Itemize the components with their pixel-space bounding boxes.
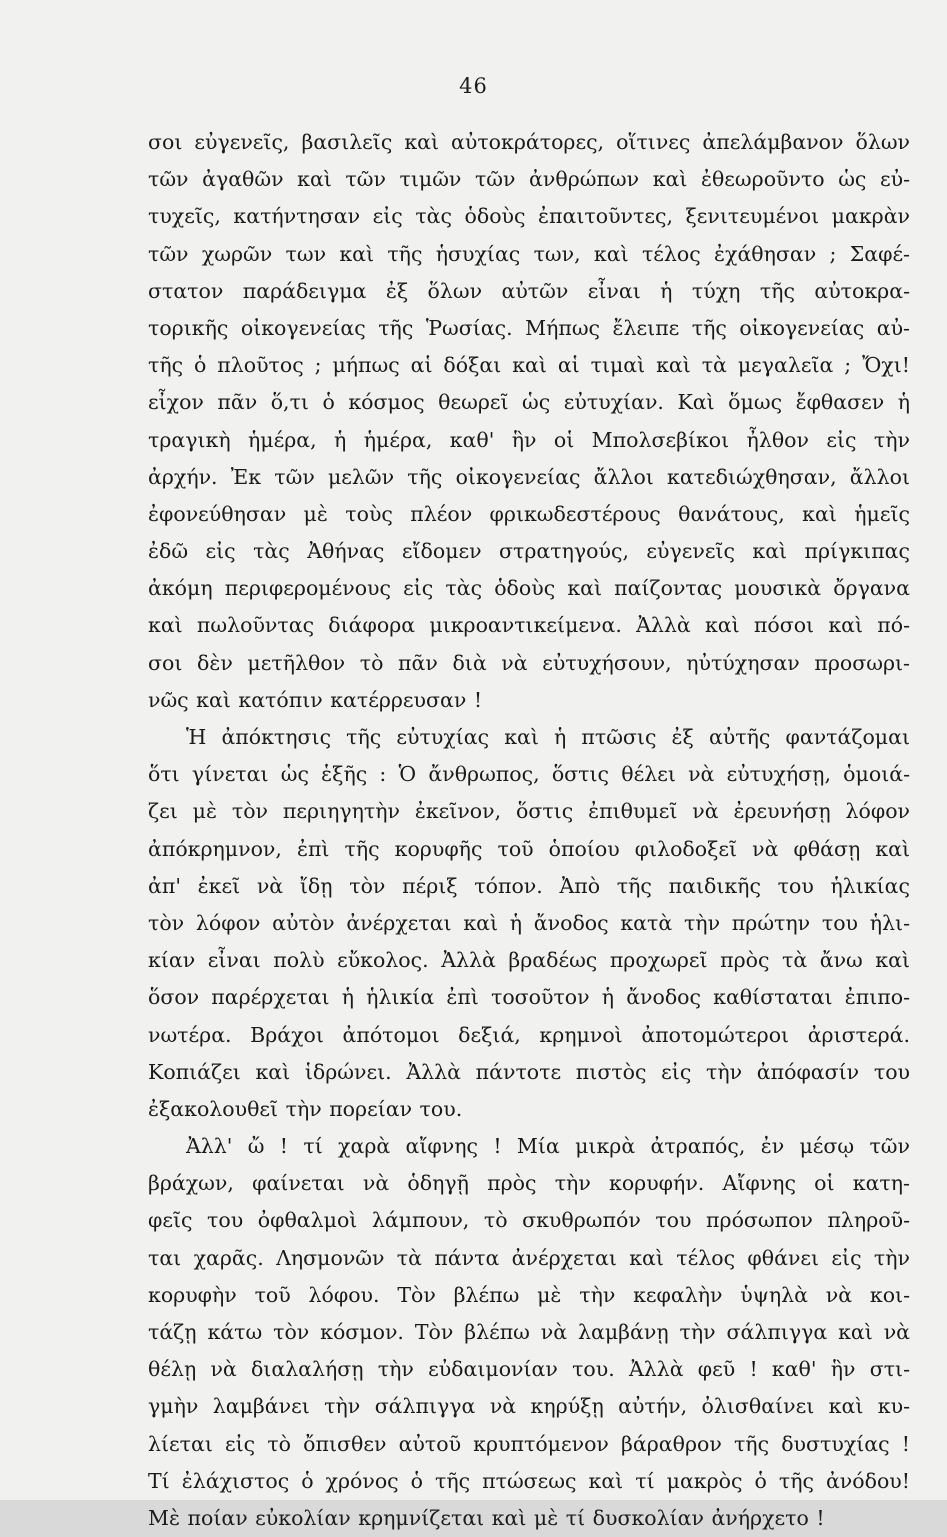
paragraph-start-line: Ἀλλ' ὤ ! τί χαρὰ αἴφνης ! Μία μικρὰ ἀτραπός, ἐν μέσῳ τῶν xyxy=(186,1134,910,1159)
text-line: κορυφὴν τοῦ λόφου. Τὸν βλέπω μὲ τὴν κεφαλὴν ὑψηλὰ νὰ κοι- xyxy=(148,1282,910,1307)
text-line: γμὴν λαμβάνει τὴν σάλπιγγα νὰ κηρύξῃ αὐτήν, ὀλισθαίνει καὶ κυ- xyxy=(148,1394,910,1419)
text-line: τυχεῖς, κατήντησαν εἰς τὰς ὁδοὺς ἐπαιτοῦντες, ξενιτευμένοι μακρὰν xyxy=(148,204,910,229)
text-line: τάζῃ κάτω τὸν κόσμον. Τὸν βλέπω νὰ λαμβάνῃ τὴν σάλπιγγα καὶ νὰ xyxy=(148,1320,910,1344)
paragraph-end-line: νῶς καὶ κατόπιν κατέρρευσαν ! xyxy=(148,687,483,712)
text-line: ὅτι γίνεται ὡς ἑξῆς : Ὁ ἄνθρωπος, ὅστις θέλει νὰ εὐτυχήσῃ, ὁμοιά- xyxy=(148,762,910,787)
paragraph-start-line: Ἡ ἀπόκτησις τῆς εὐτυχίας καὶ ἡ πτῶσις ἐξ αὐτῆς φαντάζομαι xyxy=(186,725,910,749)
body-text xyxy=(148,124,910,1537)
text-line: ἐδῶ εἰς τὰς Ἀθήνας εἴδομεν στρατηγούς, εὐγενεῖς καὶ πρίγκιπας xyxy=(148,539,910,564)
text-line: ἀπ' ἐκεῖ νὰ ἴδῃ τὸν πέριξ τόπον. Ἀπὸ τῆς παιδικῆς του ἡλικίας xyxy=(148,873,910,898)
text-line: νωτέρα. Βράχοι ἀπότομοι δεξιά, κρημνοὶ ἀποτομώτεροι ἀριστερά. xyxy=(148,1022,910,1047)
page-number: 46 xyxy=(459,74,488,98)
text-line: τορικῆς οἰκογενείας τῆς Ῥωσίας. Μήπως ἔλειπε τῆς οἰκογενείας αὐ- xyxy=(148,315,910,340)
text-line: Τί ἐλάχιστος ὁ χρόνος ὁ τῆς πτώσεως καὶ τί μακρὸς ὁ τῆς ἀνόδου! xyxy=(148,1468,910,1493)
text-line: καὶ πωλοῦντας διάφορα μικροαντικείμενα. Ἀλλὰ καὶ πόσοι καὶ πό- xyxy=(148,613,910,638)
text-line: τραγικὴ ἡμέρα, ἡ ἡμέρα, καθ' ἣν οἱ Μπολσεβίκοι ἦλθον εἰς τὴν xyxy=(148,427,910,452)
text-line: τῶν χωρῶν των καὶ τῆς ἡσυχίας των, καὶ τέλος ἐχάθησαν ; Σαφέ- xyxy=(148,241,910,266)
text-line: λίεται εἰς τὸ ὄπισθεν αὐτοῦ κρυπτόμενον βάραθρον τῆς δυστυχίας ! xyxy=(148,1431,910,1456)
text-line: ται χαρᾶς. Λησμονῶν τὰ πάντα ἀνέρχεται καὶ τέλος φθάνει εἰς τὴν xyxy=(148,1245,910,1270)
text-line: φεῖς του ὀφθαλμοὶ λάμπουν, τὸ σκυθρωπόν του πρόσωπον πληροῦ- xyxy=(148,1208,910,1233)
text-line: σοι δὲν μετῆλθον τὸ πᾶν διὰ νὰ εὐτυχήσουν, ηὐτύχησαν προσωρι- xyxy=(148,650,910,675)
text-line: θέλῃ νὰ διαλαλήσῃ τὴν εὐδαιμονίαν του. Ἀλλὰ φεῦ ! καθ' ἣν στι- xyxy=(148,1357,910,1382)
text-line: τῆς ὁ πλοῦτος ; μήπως αἱ δόξαι καὶ αἱ τιμαὶ καὶ τὰ μεγαλεῖα ; Ὄχι! xyxy=(148,353,910,378)
text-line: ἀκόμη περιφερομένους εἰς τὰς ὁδοὺς καὶ παίζοντας μουσικὰ ὄργανα xyxy=(148,576,910,601)
text-line: τῶν ἀγαθῶν καὶ τῶν τιμῶν τῶν ἀνθρώπων καὶ ἐθεωροῦντο ὡς εὐ- xyxy=(148,167,910,192)
text-line: στατον παράδειγμα ἐξ ὅλων αὐτῶν εἶναι ἡ τύχη τῆς αὐτοκρα- xyxy=(148,278,910,303)
text-line: ζει μὲ τὸν περιηγητὴν ἐκεῖνον, ὅστις ἐπιθυμεῖ νὰ ἐρευνήσῃ λόφον xyxy=(148,799,910,824)
text-line: Κοπιάζει καὶ ἱδρώνει. Ἀλλὰ πάντοτε πιστὸς εἰς τὴν ἀπόφασίν του xyxy=(148,1059,910,1084)
text-line: ἀρχήν. Ἐκ τῶν μελῶν τῆς οἰκογενείας ἄλλοι κατεδιώχθησαν, ἄλλοι xyxy=(148,464,910,489)
text-line: Μὲ ποίαν εὐκολίαν κρημνίζεται καὶ μὲ τί δυσκολίαν ἀνήρχετο ! xyxy=(148,1505,825,1530)
text-line: κίαν εἶναι πολὺ εὔκολος. Ἀλλὰ βραδέως προχωρεῖ πρὸς τὰ ἄνω καὶ xyxy=(148,948,910,973)
text-line: τὸν λόφον αὐτὸν ἀνέρχεται καὶ ἡ ἄνοδος κατὰ τὴν πρώτην του ἡλι- xyxy=(148,910,910,935)
paragraph-end-line: ἐξακολουθεῖ τὴν πορείαν του. xyxy=(148,1096,463,1121)
text-line: ἀπόκρημνον, ἐπὶ τῆς κορυφῆς τοῦ ὁποίου φιλοδοξεῖ νὰ φθάσῃ καὶ xyxy=(148,836,910,861)
text-line: εἶχον πᾶν ὅ,τι ὁ κόσμος θεωρεῖ ὡς εὐτυχίαν. Καὶ ὅμως ἔφθασεν ἡ xyxy=(148,390,910,415)
text-line: ὅσον παρέρχεται ἡ ἡλικία ἐπὶ τοσοῦτον ἡ ἄνοδος καθίσταται ἐπιπο- xyxy=(148,985,910,1010)
text-line: ἐφονεύθησαν μὲ τοὺς πλέον φρικωδεστέρους θανάτους, καὶ ἡμεῖς xyxy=(148,501,910,526)
text-line: σοι εὐγενεῖς, βασιλεῖς καὶ αὐτοκράτορες, οἵτινες ἀπελάμβανον ὅλων xyxy=(148,130,910,154)
text-line: βράχων, φαίνεται νὰ ὁδηγῇ πρὸς τὴν κορυφήν. Αἴφνης οἱ κατη- xyxy=(148,1171,910,1196)
